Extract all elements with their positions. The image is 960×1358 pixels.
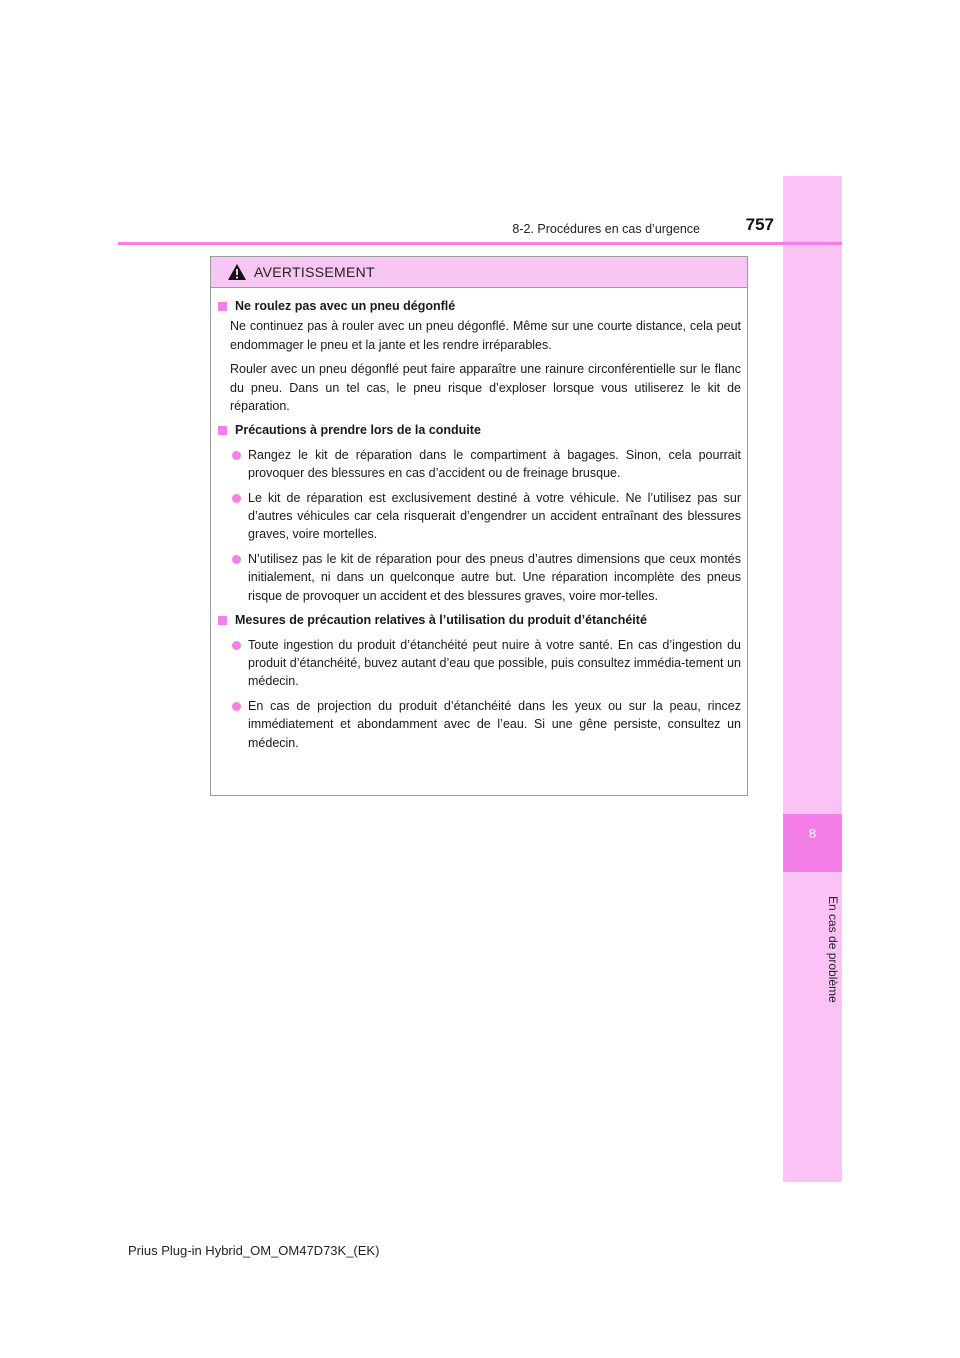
warning-header (211, 257, 747, 288)
warning-body (211, 288, 747, 752)
square-bullet-icon (218, 426, 227, 435)
chapter-label: En cas de problème (826, 895, 840, 1003)
paragraph: Ne continuez pas à rouler avec un pneu dégonflé. Même sur une courte distance, cela peut endommager le pneu et la jante et les rendre irréparables. (230, 319, 741, 352)
warning-box (210, 256, 748, 796)
square-bullet-icon (218, 302, 227, 311)
warning-title: AVERTISSEMENT (254, 264, 375, 280)
paragraph: Rouler avec un pneu dégonflé peut faire apparaître une rainure circonférentielle sur le flanc du pneu. Dans un tel cas, le pneu risque d’exploser lorsque vous utiliserez le kit de réparation. (230, 362, 741, 414)
square-bullet-icon (218, 616, 227, 625)
document-footer: Prius Plug-in Hybrid_OM_OM47D73K_(EK) (128, 1243, 380, 1258)
list-item: Le kit de réparation est exclusivement destiné à votre véhicule. Ne l’utilisez pas sur d’autres véhicules car cela risquerait d’engendrer un accident entraînant des blessures graves, voire mortelles. (230, 489, 741, 544)
list-item: N’utilisez pas le kit de réparation pour des pneus d’autres dimensions que ceux montés initialement, ni dans un quelconque autre but. Une réparation incomplète des pneus risque de provoquer un accident et des blessures graves, voire mor-telles. (230, 550, 741, 605)
section-heading: Précautions à prendre lors de la conduite (216, 421, 741, 439)
list-item: Rangez le kit de réparation dans le compartiment à bagages. Sinon, cela pourrait provoquer des blessures en cas d’accident ou de freinage brusque. (230, 446, 741, 483)
circle-bullet-icon (232, 702, 241, 711)
chapter-side-tab (783, 176, 842, 1182)
page-number: 757 (745, 215, 774, 234)
warning-triangle-icon (227, 263, 247, 281)
section-title: 8-2. Procédures en cas d’urgence (512, 222, 700, 236)
circle-bullet-icon (232, 641, 241, 650)
chapter-number: 8 (808, 826, 817, 841)
list-item: Toute ingestion du produit d’étanchéité peut nuire à votre santé. En cas d’ingestion du produit d’étanchéité, buvez autant d’eau que possible, puis consultez immédia-tement un médecin. (230, 636, 741, 691)
section-heading: Ne roulez pas avec un pneu dégonflé (216, 297, 741, 315)
list-item: En cas de projection du produit d’étanchéité dans les yeux ou sur la peau, rincez immédiatement et abondamment avec de l’eau. Si une gêne persiste, consultez un médecin. (230, 697, 741, 752)
circle-bullet-icon (232, 451, 241, 460)
circle-bullet-icon (232, 555, 241, 564)
circle-bullet-icon (232, 494, 241, 503)
header-rule (118, 242, 842, 245)
section-heading: Mesures de précaution relatives à l’utilisation du produit d’étanchéité (216, 611, 741, 629)
chapter-number-block (783, 814, 842, 872)
